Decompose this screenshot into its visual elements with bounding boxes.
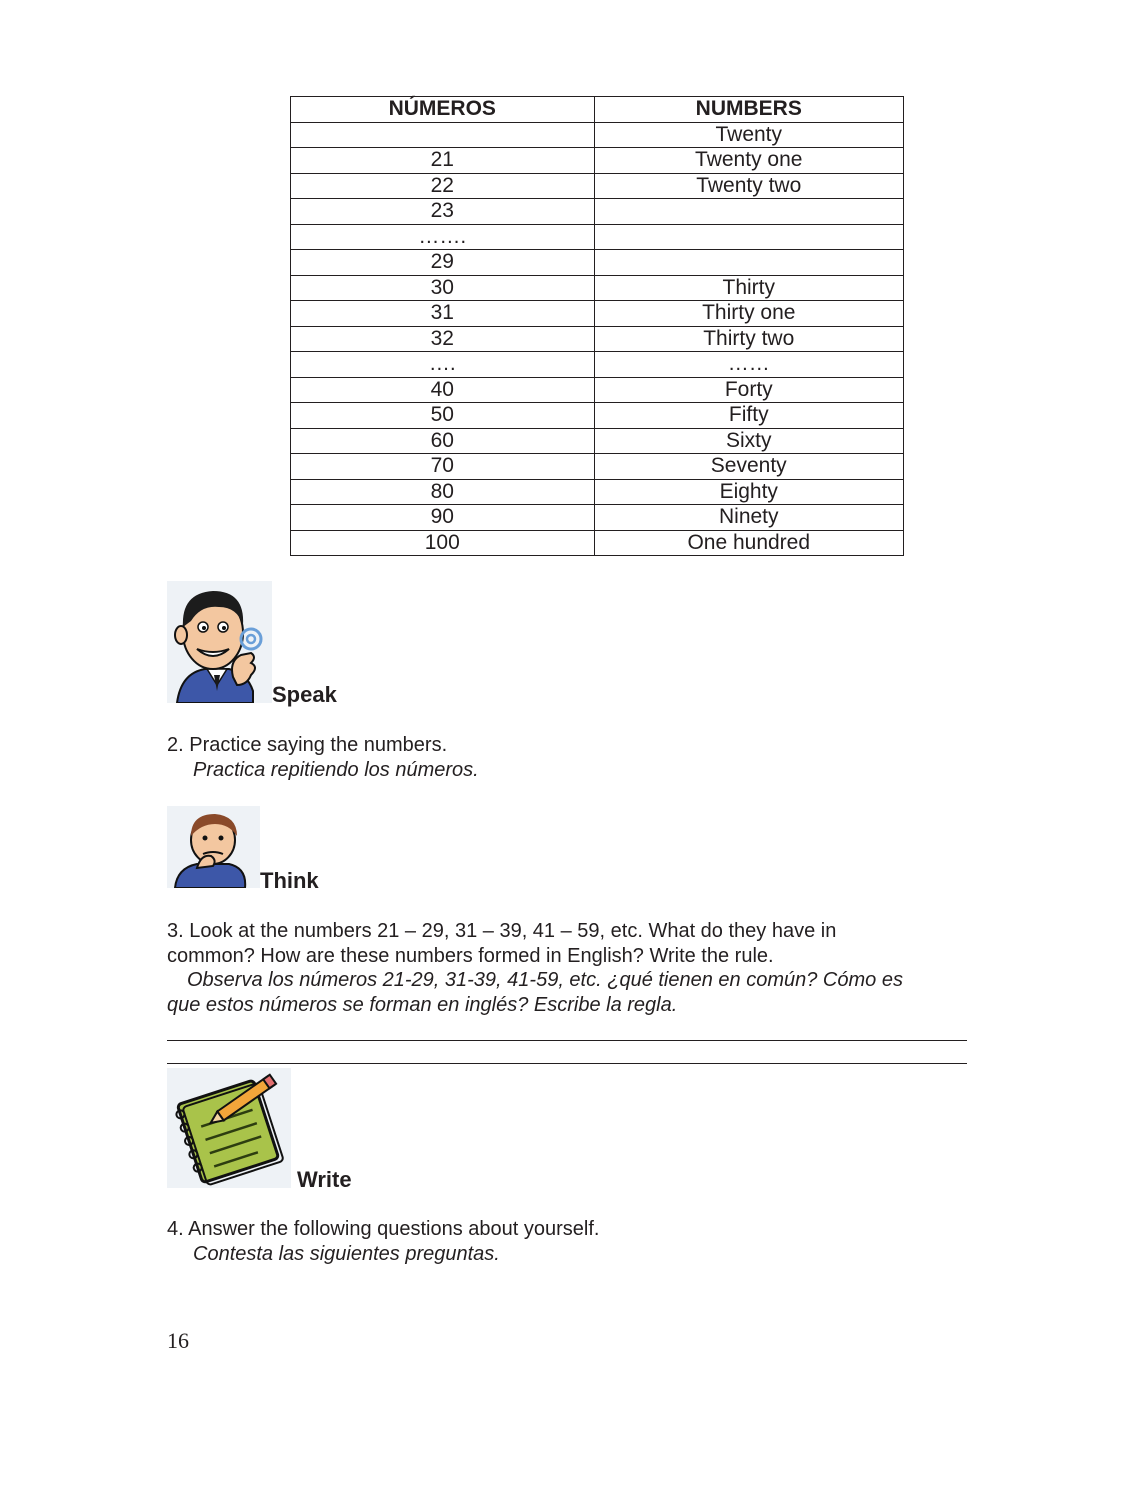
thinking-man-icon (167, 806, 260, 888)
cell-numero (291, 122, 595, 148)
cell-numero: 60 (291, 428, 595, 454)
table-row (291, 479, 904, 505)
write-instructions (167, 1217, 967, 1266)
table-row (291, 173, 904, 199)
table-row (291, 530, 904, 556)
table-row (291, 250, 904, 276)
page-number: 16 (167, 1328, 189, 1353)
write-text-es: Contesta las siguientes preguntas. (193, 1242, 500, 1265)
cell-number-word: Eighty (594, 479, 904, 505)
speaking-man-icon (167, 581, 272, 703)
cell-number-word: Ninety (594, 505, 904, 531)
header-numeros: NÚMEROS (291, 97, 595, 123)
cell-numero: 100 (291, 530, 595, 556)
cell-number-word: Fifty (594, 403, 904, 429)
table-row (291, 275, 904, 301)
cell-numero: 23 (291, 199, 595, 225)
cell-number-word: Twenty two (594, 173, 904, 199)
table-row (291, 377, 904, 403)
cell-number-word: Thirty two (594, 326, 904, 352)
think-text-es-line2: que estos números se forman en inglés? Escribe la regla. (167, 993, 678, 1016)
speak-instructions (167, 733, 967, 782)
cell-number-word: …… (594, 352, 904, 378)
table-row (291, 224, 904, 250)
cell-numero: 90 (291, 505, 595, 531)
cell-number-word (594, 224, 904, 250)
think-title: Think (260, 868, 319, 893)
think-text-es-line1: Observa los números 21-29, 31-39, 41-59, etc. ¿qué tienen en común? Cómo es (187, 969, 903, 991)
speak-title: Speak (272, 682, 337, 707)
cell-numero: ……. (291, 224, 595, 250)
cell-numero: 70 (291, 454, 595, 480)
think-text-line2: common? How are these numbers formed in English? Write the rule. (167, 944, 774, 967)
cell-numero: …. (291, 352, 595, 378)
cell-numero: 80 (291, 479, 595, 505)
notebook-pencil-icon (167, 1068, 291, 1188)
cell-numero: 30 (291, 275, 595, 301)
numbers-table (290, 96, 904, 556)
table-row (291, 148, 904, 174)
cell-number-word: Twenty one (594, 148, 904, 174)
think-instructions (167, 919, 967, 1017)
cell-number-word (594, 199, 904, 225)
speak-text: 2. Practice saying the numbers. (167, 734, 448, 756)
write-title: Write (297, 1167, 352, 1192)
cell-numero: 32 (291, 326, 595, 352)
table-row (291, 122, 904, 148)
table-row (291, 352, 904, 378)
cell-numero: 22 (291, 173, 595, 199)
cell-number-word: Twenty (594, 122, 904, 148)
answer-line (167, 1040, 967, 1041)
cell-number-word (594, 250, 904, 276)
table-row (291, 428, 904, 454)
cell-numero: 40 (291, 377, 595, 403)
table-row (291, 326, 904, 352)
table-row (291, 301, 904, 327)
write-text: 4. Answer the following questions about yourself. (167, 1218, 600, 1240)
cell-number-word: Seventy (594, 454, 904, 480)
table-row (291, 199, 904, 225)
table-row (291, 403, 904, 429)
table-row (291, 505, 904, 531)
answer-line (167, 1063, 967, 1064)
cell-numero: 21 (291, 148, 595, 174)
cell-numero: 31 (291, 301, 595, 327)
cell-number-word: Thirty (594, 275, 904, 301)
think-text-line1: 3. Look at the numbers 21 – 29, 31 – 39, 41 – 59, etc. What do they have in (167, 920, 837, 942)
cell-number-word: Forty (594, 377, 904, 403)
cell-number-word: Sixty (594, 428, 904, 454)
cell-numero: 50 (291, 403, 595, 429)
table-row (291, 454, 904, 480)
table-header-row (291, 97, 904, 123)
header-numbers: NUMBERS (594, 97, 904, 123)
cell-number-word: One hundred (594, 530, 904, 556)
cell-numero: 29 (291, 250, 595, 276)
numbers-table-body (291, 122, 904, 556)
speak-text-es: Practica repitiendo los números. (193, 758, 479, 781)
cell-number-word: Thirty one (594, 301, 904, 327)
